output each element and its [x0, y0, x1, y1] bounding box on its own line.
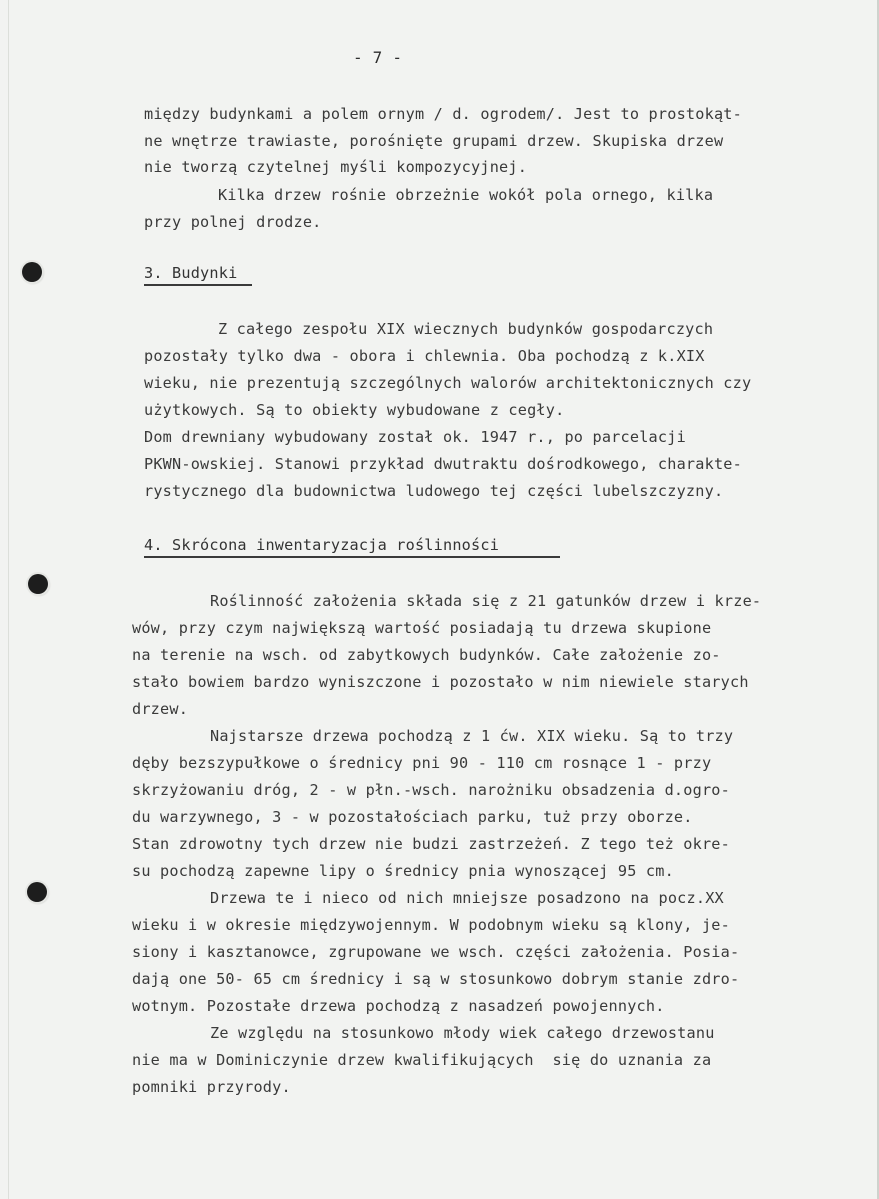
section3-line: użytkowych. Są to obiekty wybudowane z cegły. [144, 401, 565, 419]
section-heading-budynki: 3. Budynki [144, 264, 238, 282]
section4-line: Drzewa te i nieco od nich mniejsze posadzono na pocz.XX [210, 889, 724, 907]
section4-line: pomniki przyrody. [132, 1078, 291, 1096]
section4-line: nie ma w Dominiczynie drzew kwalifikujących się do uznania za [132, 1051, 712, 1069]
section3-line: Dom drewniany wybudowany został ok. 1947 r., po parcelacji [144, 428, 686, 446]
section4-line: Roślinność założenia składa się z 21 gatunków drzew i krze- [210, 592, 762, 610]
section4-line: wów, przy czym największą wartość posiadają tu drzewa skupione [132, 619, 712, 637]
section3-line: pozostały tylko dwa - obora i chlewnia. Oba pochodzą z k.XIX [144, 347, 705, 365]
section4-line: wotnym. Pozostałe drzewa pochodzą z nasadzeń powojennych. [132, 997, 665, 1015]
section3-line: PKWN-owskiej. Stanowi przykład dwutraktu dośrodkowego, charakte- [144, 455, 742, 473]
section3-line: wieku, nie prezentują szczególnych walorów architektonicznych czy [144, 374, 752, 392]
section4-line: stało bowiem bardzo wyniszczone i pozostało w nim niewiele starych [132, 673, 749, 691]
section4-line: wieku i w okresie międzywojennym. W podobnym wieku są klony, je- [132, 916, 730, 934]
section4-line: siony i kasztanowce, zgrupowane we wsch. części założenia. Posia- [132, 943, 740, 961]
section4-line: su pochodzą zapewne lipy o średnicy pnia wynoszącej 95 cm. [132, 862, 674, 880]
section4-line: du warzywnego, 3 - w pozostałościach parku, tuż przy oborze. [132, 808, 693, 826]
section3-line: Z całego zespołu XIX wiecznych budynków gospodarczych [218, 320, 714, 338]
intro-line: przy polnej drodze. [144, 213, 322, 231]
intro-line: ne wnętrze trawiaste, porośnięte grupami drzew. Skupiska drzew [144, 132, 724, 150]
section4-line: skrzyżowaniu dróg, 2 - w płn.-wsch. narożniku obsadzenia d.ogro- [132, 781, 730, 799]
page-number: - 7 - [353, 48, 403, 67]
intro-line: nie tworzą czytelnej myśli kompozycyjnej. [144, 158, 528, 176]
section4-line: dają one 50- 65 cm średnicy i są w stosunkowo dobrym stanie zdro- [132, 970, 740, 988]
intro-line: między budynkami a polem ornym / d. ogrodem/. Jest to prostokąt- [144, 105, 742, 123]
section-heading-inwentaryzacja: 4. Skrócona inwentaryzacja roślinności [144, 536, 500, 554]
section4-line: Najstarsze drzewa pochodzą z 1 ćw. XIX wieku. Są to trzy [210, 727, 734, 745]
section4-line: Stan zdrowotny tych drzew nie budzi zastrzeżeń. Z tego też okre- [132, 835, 730, 853]
section4-line: dęby bezszypułkowe o średnicy pni 90 - 110 cm rosnące 1 - przy [132, 754, 712, 772]
intro-line: Kilka drzew rośnie obrzeżnie wokół pola ornego, kilka [218, 186, 714, 204]
section4-line: drzew. [132, 700, 189, 718]
heading-underline [144, 556, 560, 558]
section4-line: na terenie na wsch. od zabytkowych budynków. Całe założenie zo- [132, 646, 721, 664]
section3-line: rystycznego dla budownictwa ludowego tej części lubelszczyzny. [144, 482, 724, 500]
heading-underline [144, 284, 252, 286]
section4-line: Ze względu na stosunkowo młody wiek całego drzewostanu [210, 1024, 715, 1042]
